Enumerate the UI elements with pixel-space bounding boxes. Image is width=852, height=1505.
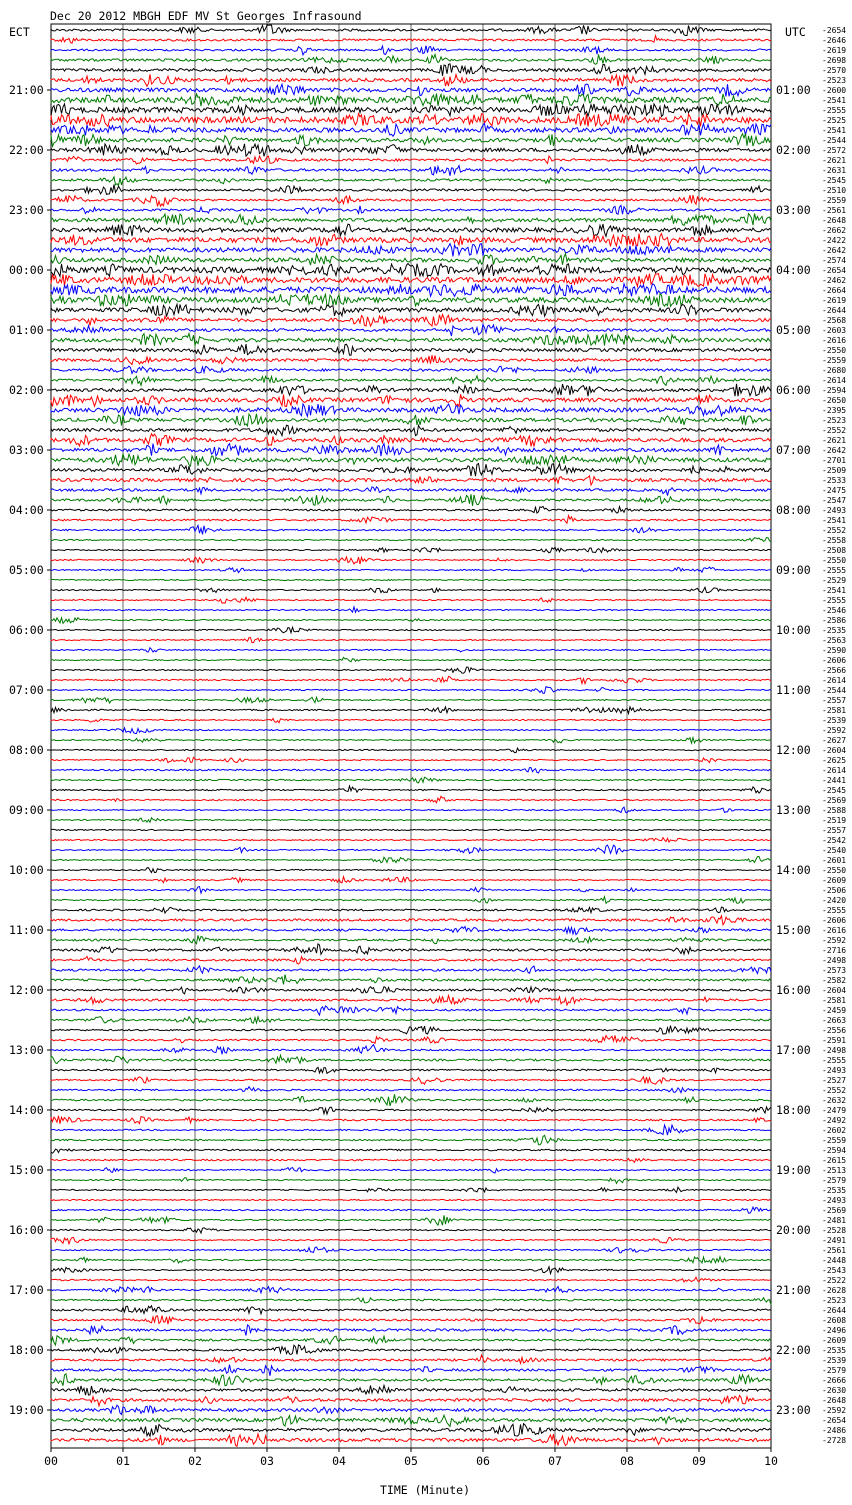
trace-count-label: -2579	[822, 1176, 847, 1185]
trace-count-label: -2535	[822, 1186, 847, 1195]
x-tick-label: 02	[188, 1454, 202, 1468]
trace-count-label: -2563	[822, 636, 847, 645]
left-hour-label: 05:00	[9, 563, 44, 577]
trace-count-label: -2606	[822, 916, 847, 925]
right-hour-label: 07:00	[776, 443, 811, 457]
trace-count-label: -2539	[822, 1356, 847, 1365]
right-hour-label: 03:00	[776, 203, 811, 217]
trace-count-label: -2550	[822, 346, 847, 355]
trace-count-label: -2600	[822, 86, 847, 95]
right-hour-label: 13:00	[776, 803, 811, 817]
trace-count-label: -2619	[822, 46, 847, 55]
trace-count-label: -2579	[822, 1366, 847, 1375]
left-hour-label: 15:00	[9, 1163, 44, 1177]
trace-count-label: -2648	[822, 1396, 847, 1405]
x-tick-label: 06	[476, 1454, 490, 1468]
trace-count-label: -2609	[822, 876, 847, 885]
left-hour-label: 02:00	[9, 383, 44, 397]
trace-count-label: -2459	[822, 1006, 847, 1015]
trace-count-label: -2588	[822, 806, 847, 815]
trace-count-label: -2508	[822, 546, 847, 555]
trace-count-label: -2619	[822, 296, 847, 305]
trace-count-label: -2572	[822, 146, 847, 155]
trace-count-label: -2552	[822, 1086, 847, 1095]
trace-count-label: -2539	[822, 716, 847, 725]
trace-count-label: -2628	[822, 1286, 847, 1295]
trace-count-label: -2654	[822, 26, 847, 35]
trace-line	[51, 579, 771, 580]
trace-count-label: -2569	[822, 1206, 847, 1215]
trace-count-label: -2662	[822, 226, 847, 235]
left-hour-label: 12:00	[9, 983, 44, 997]
trace-count-label: -2545	[822, 176, 847, 185]
left-hour-label: 10:00	[9, 863, 44, 877]
x-tick-labels	[44, 1448, 778, 1468]
trace-count-label: -2614	[822, 766, 847, 775]
trace-count-label: -2591	[822, 1036, 847, 1045]
trace-count-label: -2614	[822, 676, 847, 685]
x-tick-label: 01	[116, 1454, 130, 1468]
trace-count-label: -2555	[822, 566, 847, 575]
trace-count-label: -2479	[822, 1106, 847, 1115]
trace-count-label: -2558	[822, 536, 847, 545]
x-tick-label: 05	[404, 1454, 418, 1468]
trace-count-label: -2701	[822, 456, 847, 465]
trace-count-label: -2642	[822, 246, 847, 255]
trace-count-label: -2525	[822, 116, 847, 125]
trace-count-label: -2492	[822, 1116, 847, 1125]
trace-count-label: -2559	[822, 1136, 847, 1145]
trace-count-label: -2561	[822, 206, 847, 215]
trace-count-label: -2716	[822, 946, 847, 955]
right-timezone-label: UTC	[785, 25, 806, 39]
left-hour-label: 03:00	[9, 443, 44, 457]
x-tick-label: 03	[260, 1454, 274, 1468]
left-hour-labels	[9, 83, 51, 1417]
left-hour-label: 11:00	[9, 923, 44, 937]
trace-count-label: -2527	[822, 1076, 847, 1085]
trace-count-label: -2523	[822, 416, 847, 425]
trace-count-label: -2496	[822, 1326, 847, 1335]
trace-count-label: -2606	[822, 656, 847, 665]
left-hour-label: 18:00	[9, 1343, 44, 1357]
x-tick-label: 07	[548, 1454, 562, 1468]
right-hour-label: 05:00	[776, 323, 811, 337]
trace-count-label: -2529	[822, 576, 847, 585]
right-hour-label: 11:00	[776, 683, 811, 697]
trace-count-label: -2510	[822, 186, 847, 195]
x-tick-label: 10	[764, 1454, 778, 1468]
trace-count-label: -2541	[822, 516, 847, 525]
trace-count-label: -2581	[822, 706, 847, 715]
trace-count-label: -2650	[822, 396, 847, 405]
right-hour-label: 02:00	[776, 143, 811, 157]
trace-count-label: -2535	[822, 626, 847, 635]
trace-count-label: -2420	[822, 896, 847, 905]
trace-count-label: -2448	[822, 1256, 847, 1265]
trace-count-label: -2552	[822, 426, 847, 435]
trace-count-label: -2728	[822, 1436, 847, 1445]
left-hour-label: 08:00	[9, 743, 44, 757]
trace-count-label: -2592	[822, 1406, 847, 1415]
trace-count-label: -2475	[822, 486, 847, 495]
right-hour-label: 23:00	[776, 1403, 811, 1417]
trace-count-label: -2654	[822, 266, 847, 275]
trace-count-label: -2533	[822, 476, 847, 485]
left-hour-label: 09:00	[9, 803, 44, 817]
x-axis-label: TIME (Minute)	[380, 1483, 471, 1497]
x-tick-label: 09	[692, 1454, 706, 1468]
trace-count-label: -2544	[822, 686, 847, 695]
trace-count-label: -2644	[822, 306, 847, 315]
trace-count-label: -2555	[822, 1056, 847, 1065]
right-hour-labels	[776, 83, 811, 1417]
trace-count-label: -2616	[822, 336, 847, 345]
right-hour-label: 10:00	[776, 623, 811, 637]
trace-count-label: -2493	[822, 1066, 847, 1075]
trace-count-label: -2557	[822, 826, 847, 835]
trace-count-label: -2646	[822, 36, 847, 45]
trace-count-label: -2559	[822, 356, 847, 365]
trace-count-label: -2648	[822, 216, 847, 225]
right-hour-label: 18:00	[776, 1103, 811, 1117]
trace-count-label: -2555	[822, 106, 847, 115]
trace-count-label: -2541	[822, 126, 847, 135]
trace-count-label: -2528	[822, 1226, 847, 1235]
right-hour-label: 15:00	[776, 923, 811, 937]
trace-count-label: -2592	[822, 936, 847, 945]
trace-count-label: -2664	[822, 286, 847, 295]
trace-count-label: -2592	[822, 726, 847, 735]
trace-count-label: -2462	[822, 276, 847, 285]
trace-count-label: -2498	[822, 956, 847, 965]
left-hour-label: 17:00	[9, 1283, 44, 1297]
trace-count-label: -2582	[822, 976, 847, 985]
trace-count-label: -2522	[822, 1276, 847, 1285]
trace-count-label: -2506	[822, 886, 847, 895]
left-hour-label: 19:00	[9, 1403, 44, 1417]
right-hour-label: 12:00	[776, 743, 811, 757]
trace-count-label: -2550	[822, 866, 847, 875]
trace-count-label: -2601	[822, 856, 847, 865]
trace-count-label: -2630	[822, 1386, 847, 1395]
trace-count-label: -2604	[822, 746, 847, 755]
right-hour-label: 06:00	[776, 383, 811, 397]
trace-count-label: -2545	[822, 786, 847, 795]
left-hour-label: 06:00	[9, 623, 44, 637]
trace-count-label: -2573	[822, 966, 847, 975]
trace-count-label: -2594	[822, 1146, 847, 1155]
trace-count-label: -2498	[822, 1046, 847, 1055]
right-hour-label: 22:00	[776, 1343, 811, 1357]
trace-count-label: -2602	[822, 1126, 847, 1135]
x-tick-label: 00	[44, 1454, 58, 1468]
left-hour-label: 22:00	[9, 143, 44, 157]
trace-count-label: -2481	[822, 1216, 847, 1225]
trace-count-label: -2642	[822, 446, 847, 455]
x-tick-label: 04	[332, 1454, 346, 1468]
trace-count-label: -2608	[822, 1316, 847, 1325]
left-hour-label: 01:00	[9, 323, 44, 337]
trace-count-label: -2568	[822, 316, 847, 325]
trace-count-label: -2569	[822, 796, 847, 805]
trace-count-label: -2550	[822, 556, 847, 565]
trace-count-label: -2486	[822, 1426, 847, 1435]
trace-count-label: -2491	[822, 1236, 847, 1245]
trace-count-label: -2663	[822, 1016, 847, 1025]
trace-count-label: -2395	[822, 406, 847, 415]
left-hour-label: 00:00	[9, 263, 44, 277]
left-hour-label: 13:00	[9, 1043, 44, 1057]
right-hour-label: 19:00	[776, 1163, 811, 1177]
right-hour-label: 09:00	[776, 563, 811, 577]
trace-count-label: -2615	[822, 1156, 847, 1165]
trace-count-label: -2493	[822, 1196, 847, 1205]
left-hour-label: 14:00	[9, 1103, 44, 1117]
x-tick-label: 08	[620, 1454, 634, 1468]
trace-count-label: -2552	[822, 526, 847, 535]
right-hour-label: 21:00	[776, 1283, 811, 1297]
trace-count-label: -2493	[822, 506, 847, 515]
trace-count-label: -2614	[822, 376, 847, 385]
trace-count-label: -2535	[822, 1346, 847, 1355]
trace-count-label: -2603	[822, 326, 847, 335]
trace-count-label: -2544	[822, 136, 847, 145]
trace-count-label: -2546	[822, 606, 847, 615]
trace-count-label: -2644	[822, 1306, 847, 1315]
trace-count-label: -2513	[822, 1166, 847, 1175]
trace-count-label: -2609	[822, 1336, 847, 1345]
trace-count-label: -2509	[822, 466, 847, 475]
trace-count-label: -2561	[822, 1246, 847, 1255]
trace-count-label: -2541	[822, 586, 847, 595]
trace-count-label: -2441	[822, 776, 847, 785]
right-hour-label: 08:00	[776, 503, 811, 517]
left-hour-label: 16:00	[9, 1223, 44, 1237]
trace-count-labels	[822, 26, 846, 1445]
trace-count-label: -2594	[822, 386, 847, 395]
right-hour-label: 16:00	[776, 983, 811, 997]
trace-count-label: -2570	[822, 66, 847, 75]
trace-count-label: -2621	[822, 436, 847, 445]
trace-count-label: -2555	[822, 596, 847, 605]
trace-count-label: -2519	[822, 816, 847, 825]
left-hour-label: 04:00	[9, 503, 44, 517]
left-hour-label: 07:00	[9, 683, 44, 697]
left-timezone-label: ECT	[9, 25, 30, 39]
left-hour-label: 21:00	[9, 83, 44, 97]
trace-count-label: -2547	[822, 496, 847, 505]
chart-title: Dec 20 2012 MBGH EDF MV St Georges Infrasound	[50, 9, 362, 23]
trace-count-label: -2625	[822, 756, 847, 765]
trace-count-label: -2540	[822, 846, 847, 855]
trace-count-label: -2542	[822, 836, 847, 845]
right-hour-label: 04:00	[776, 263, 811, 277]
trace-count-label: -2556	[822, 1026, 847, 1035]
trace-count-label: -2627	[822, 736, 847, 745]
trace-count-label: -2604	[822, 986, 847, 995]
trace-count-label: -2574	[822, 256, 847, 265]
trace-count-label: -2543	[822, 1266, 847, 1275]
trace-count-label: -2590	[822, 646, 847, 655]
right-hour-label: 01:00	[776, 83, 811, 97]
right-hour-label: 20:00	[776, 1223, 811, 1237]
trace-count-label: -2621	[822, 156, 847, 165]
trace-count-label: -2422	[822, 236, 847, 245]
trace-count-label: -2698	[822, 56, 847, 65]
trace-count-label: -2654	[822, 1416, 847, 1425]
trace-count-label: -2557	[822, 696, 847, 705]
trace-count-label: -2616	[822, 926, 847, 935]
trace-count-label: -2586	[822, 616, 847, 625]
trace-count-label: -2555	[822, 906, 847, 915]
trace-count-label: -2559	[822, 196, 847, 205]
right-hour-label: 17:00	[776, 1043, 811, 1057]
trace-count-label: -2632	[822, 1096, 847, 1105]
trace-count-label: -2541	[822, 96, 847, 105]
trace-count-label: -2680	[822, 366, 847, 375]
trace-count-label: -2631	[822, 166, 847, 175]
trace-count-label: -2581	[822, 996, 847, 1005]
right-hour-label: 14:00	[776, 863, 811, 877]
trace-count-label: -2523	[822, 76, 847, 85]
trace-count-label: -2666	[822, 1376, 847, 1385]
trace-count-label: -2566	[822, 666, 847, 675]
left-hour-label: 23:00	[9, 203, 44, 217]
trace-count-label: -2523	[822, 1296, 847, 1305]
